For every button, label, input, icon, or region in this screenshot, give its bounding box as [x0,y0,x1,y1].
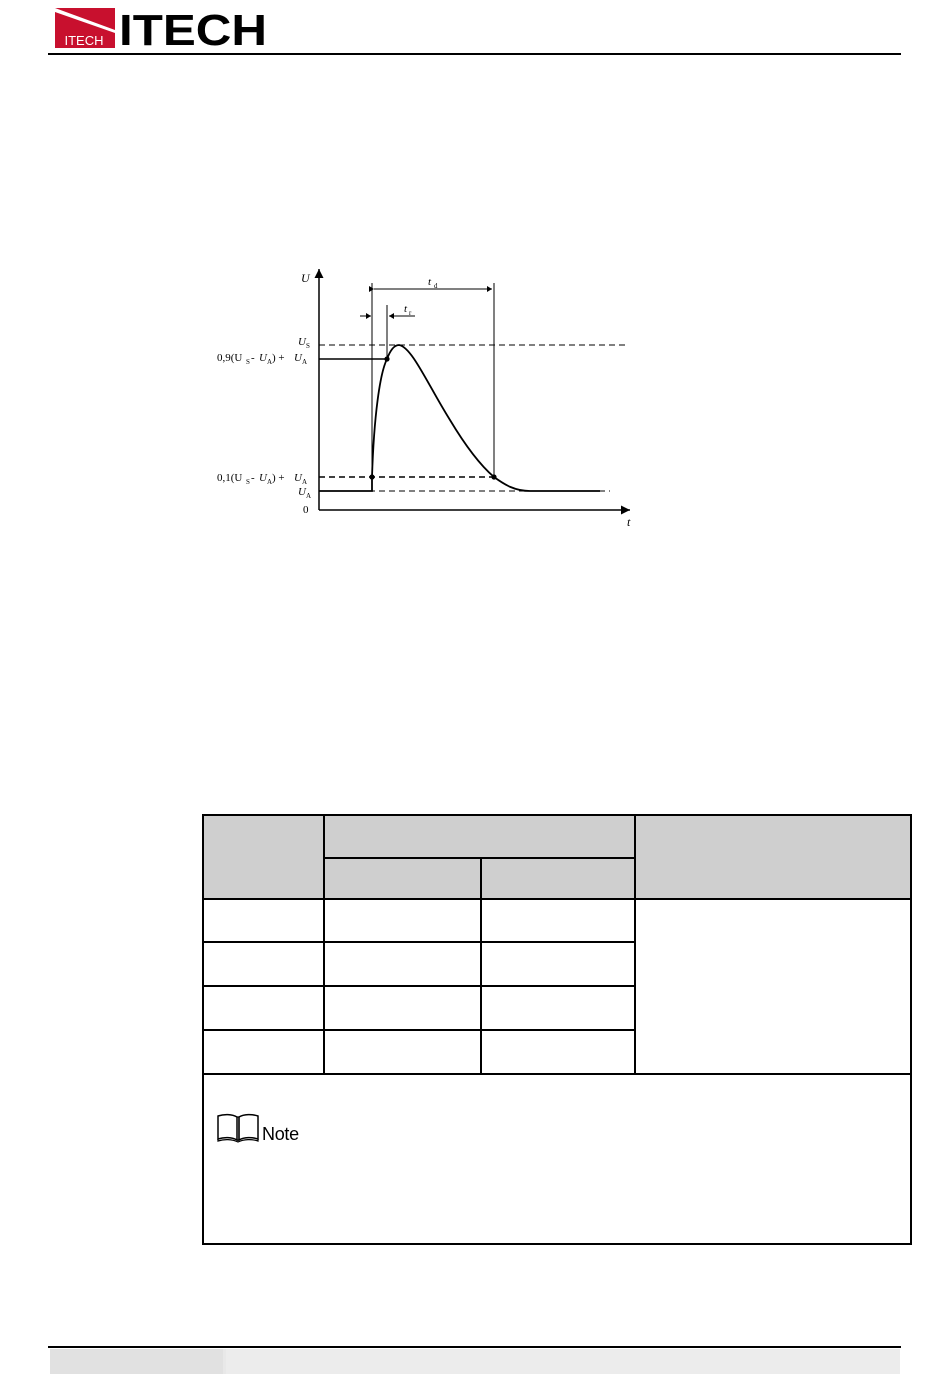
svg-text:U: U [259,352,267,364]
table-row [203,899,911,942]
label-09: 0,9(U [217,352,243,364]
table-header-cell [324,858,481,899]
logo-badge-text: ITECH [64,33,104,48]
itech-logo [55,8,270,48]
label-ua-sub: A [306,492,312,500]
logo-wordmark: ITECH [119,8,267,48]
table-header-cell [203,815,324,899]
surge-waveform-figure [200,255,650,545]
book-icon [216,1113,260,1143]
svg-text:-: - [251,352,255,364]
label-td-sub: d [434,282,438,290]
label-td: t [428,276,432,288]
note-cell [203,1074,911,1244]
footer-rule [48,1346,901,1348]
point-01-fall [491,474,496,479]
surge-waveform [319,345,600,491]
svg-text:U: U [259,472,267,484]
svg-text:) +: ) + [272,352,285,364]
footer-right-block [226,1349,900,1374]
label-tr: t [404,303,408,315]
svg-text:U: U [294,352,302,364]
note [216,1113,299,1143]
svg-text:-: - [251,472,255,484]
label-01: 0,1(U [217,472,243,484]
parameter-table [202,814,912,1245]
point-09-rise [384,356,389,361]
svg-text:U: U [294,472,302,484]
label-us: U [298,336,306,348]
label-us-sub: S [306,342,310,350]
axis-x-label: t [627,515,631,529]
svg-text:) +: ) + [272,472,285,484]
table-header-cell [635,815,911,899]
svg-text:A: A [267,478,273,486]
svg-text:A: A [302,358,308,366]
header-rule [48,53,901,55]
svg-text:A: A [302,478,308,486]
label-tr-sub: r [409,309,412,317]
footer-left-block [50,1349,223,1374]
svg-text:A: A [267,358,273,366]
note-label: Note [262,1124,299,1144]
axis-y-label: U [301,271,310,285]
label-ua: U [298,486,306,498]
table-header-cell [324,815,635,858]
svg-text:S: S [246,358,250,366]
note-row [203,1074,911,1244]
footer-bar [50,1349,900,1374]
label-zero: 0 [303,504,309,516]
table-header-cell [481,858,635,899]
svg-text:S: S [246,478,250,486]
table-merged-cell [635,899,911,1074]
point-01-rise [369,474,374,479]
